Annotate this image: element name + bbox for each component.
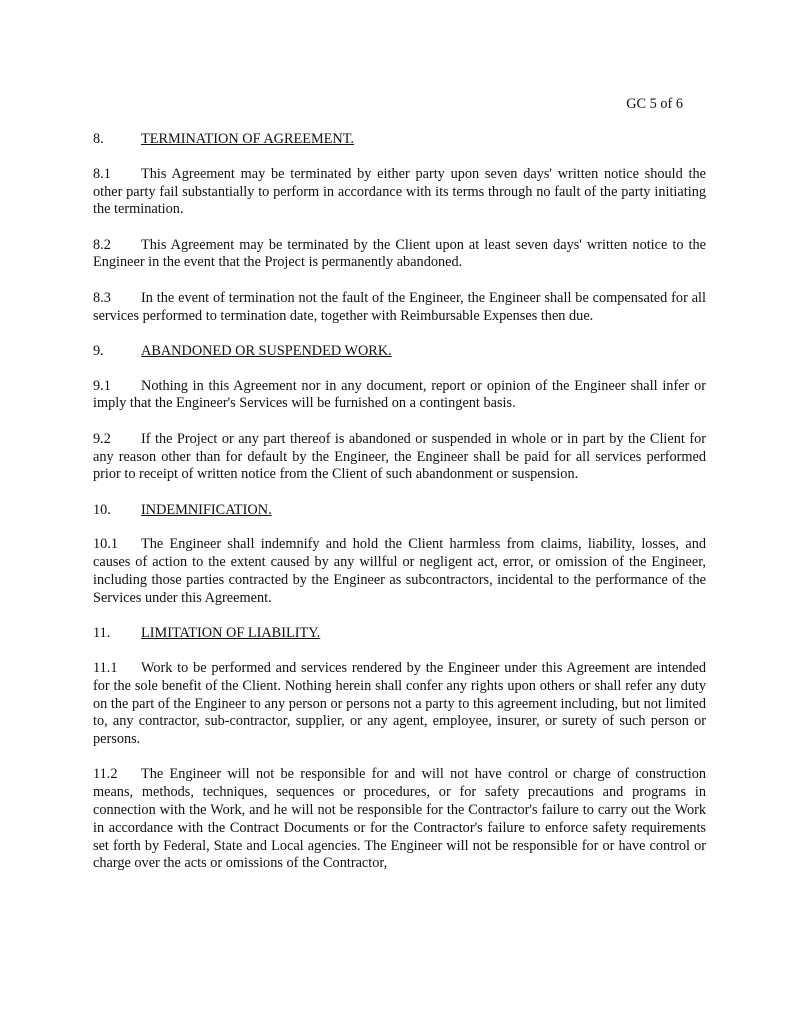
paragraph-number: 8.3 — [93, 289, 111, 306]
paragraph-number: 9.1 — [93, 377, 111, 394]
section-heading-11 — [93, 625, 706, 643]
section-heading-8 — [93, 131, 706, 149]
document-body — [93, 131, 706, 891]
paragraph-text: In the event of termination not the fault of the Engineer, the Engineer shall be compensated for all services performed to termination date, together with Reimbursable Expenses then due. — [93, 289, 706, 324]
paragraph-text: This Agreement may be terminated by the Client upon at least seven days' written notice to the Engineer in the event that the Project is permanently abandoned. — [93, 236, 706, 271]
paragraph-number: 10.1 — [93, 536, 119, 553]
page-number: GC 5 of 6 — [626, 96, 683, 112]
paragraph-number: 11.1 — [93, 659, 118, 676]
paragraph-number: 11.2 — [93, 766, 118, 783]
section-title: TERMINATION OF AGREEMENT. — [141, 131, 354, 147]
paragraph-number: 8.1 — [93, 165, 111, 182]
paragraph-11-2 — [93, 766, 706, 873]
paragraph-text: The Engineer shall indemnify and hold the Client harmless from claims, liability, losses, and causes of action to the extent caused by any willful or negligent act, error, or omission of the Engineer, including those parties contracted by the Engineer as subcontractors, incidental to the performance of the Services under this Agreement. — [93, 536, 706, 606]
section-heading-10 — [93, 502, 706, 520]
section-number: 10. — [93, 501, 111, 518]
section-number: 11. — [93, 625, 111, 642]
paragraph-text: If the Project or any part thereof is abandoned or suspended in whole or in part by the Client for any reason other than for default by the Engineer, the Engineer shall be paid for all services performed prior to receipt of written notice from the Client of such abandonment or suspension. — [93, 430, 706, 483]
section-number: 9. — [93, 342, 104, 359]
section-title: INDEMNIFICATION. — [141, 501, 272, 518]
paragraph-8-1 — [93, 166, 706, 219]
section-title: ABANDONED OR SUSPENDED WORK. — [141, 342, 392, 359]
paragraph-9-2 — [93, 431, 706, 484]
paragraph-8-3 — [93, 290, 706, 326]
paragraph-number: 8.2 — [93, 236, 111, 253]
paragraph-text: The Engineer will not be responsible for and will not have control or charge of construction means, methods, techniques, sequences or procedures, or for safety precautions and programs in connection with the Work, and he will not be responsible for the Contractor's failure to carry out the Work in accordance with the Contract Documents or for the Contractor's failure to enforce safety requirements set forth by Federal, State and Local agencies. The Engineer will not be responsible for or have control or charge over the acts or omissions of the Contractor, — [93, 766, 706, 872]
section-number: 8. — [93, 131, 104, 147]
paragraph-9-1 — [93, 378, 706, 414]
paragraph-text: Work to be performed and services rendered by the Engineer under this Agreement are intended for the sole benefit of the Client. Nothing herein shall confer any rights upon others or shall refer any duty on the part of the Engineer to any person or persons not a party to this agreement including, but not limited to, any contractor, sub-contractor, supplier, or any agent, employee, insurer, or surety of such person or persons. — [93, 659, 706, 748]
section-title: LIMITATION OF LIABILITY. — [141, 625, 321, 642]
section-heading-9 — [93, 343, 706, 361]
paragraph-10-1 — [93, 536, 706, 607]
paragraph-number: 9.2 — [93, 430, 111, 447]
paragraph-11-1 — [93, 660, 706, 749]
paragraph-text: This Agreement may be terminated by either party upon seven days' written notice should the other party fail substantially to perform in accordance with its terms through no fault of the party initiating the termination. — [93, 165, 706, 218]
paragraph-8-2 — [93, 237, 706, 273]
paragraph-text: Nothing in this Agreement nor in any document, report or opinion of the Engineer shall infer or imply that the Engineer's Services will be furnished on a contingent basis. — [93, 377, 706, 412]
